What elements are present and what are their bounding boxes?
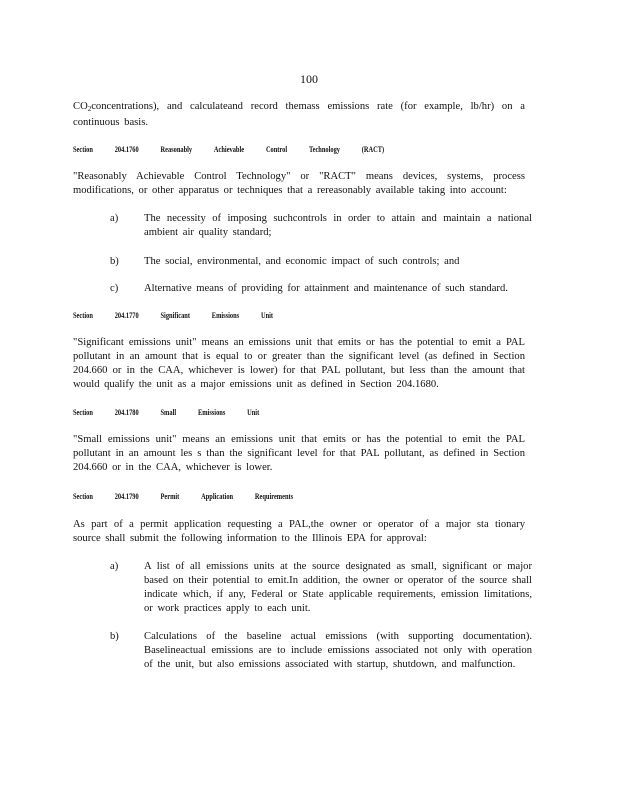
section-heading-1770 (73, 311, 426, 321)
section-title-word: Small (160, 408, 177, 417)
item-label: a) (110, 561, 119, 572)
item-label: a) (110, 213, 119, 224)
item-text: A list of all emissions units at the source designated as small, significant or major based on their potential to emit.In addition, the owner or operator of the source shall indicate which, if any, Federal or State applicable requirements, emission limitations, or work practices apply to each unit. (144, 561, 532, 614)
section-title-word: Achievable (213, 145, 245, 154)
section-title-word: (RACT) (361, 145, 385, 154)
section-title-word: Requirements (254, 492, 294, 501)
section-title-word: Emissions (211, 311, 240, 320)
section-heading-1780 (73, 408, 426, 418)
item-text: Alternative means of providing for attainment and maintenance of such standard. (144, 283, 508, 294)
item-label: b) (110, 631, 119, 642)
section-title-word: Emissions (197, 408, 226, 417)
ract-definition: "Reasonably Achievable Control Technology" or "RACT" means devices, systems, process modifications, or other apparatus or techniques that a rereasonably available taking into account: (73, 171, 525, 196)
small-definition: "Small emissions unit" means an emissions unit that emits or has the potential to emit the PAL pollutant in an amount les s than the significant level for that PAL pollutant, as defined in Section 204.660 or in the CAA, whichever is lower. (73, 434, 525, 473)
intro-subscript: 2 (87, 105, 92, 113)
section-title-word: Significant (160, 311, 190, 320)
section-word: Section (73, 311, 93, 320)
section-title-word: Reasonably (160, 145, 193, 154)
section-word: Section (73, 492, 93, 501)
intro-paragraph (73, 100, 525, 130)
item-text: The necessity of imposing suchcontrols in order to attain and maintain a national ambient air quality standard; (144, 213, 532, 238)
significant-definition: "Significant emissions unit" means an emissions unit that emits or has the potential to emit a PAL pollutant in an amount that is equal to or greater than the significant level (as defined in Section 204.660 or in the CAA, whichever is lower) for that PAL pollutant, but less than the amount that would qualify the unit as a major emissions unit as defined in Section 204.1680. (73, 337, 525, 390)
item-text: The social, environmental, and economic impact of such controls; and (144, 256, 460, 267)
page-number: 100 (300, 72, 318, 86)
section-word: Section (73, 145, 93, 154)
intro-prefix: CO (73, 101, 88, 112)
section-title-word: Permit (160, 492, 180, 501)
section-number: 204.1760 (114, 145, 139, 154)
section-word: Section (73, 408, 93, 417)
section-title-word: Application (201, 492, 234, 501)
section-title-word: Unit (247, 408, 260, 417)
permit-intro: As part of a permit application requesting a PAL,the owner or operator of a major sta tionary source shall submit the following information to the Illinois EPA for approval: (73, 519, 525, 544)
section-title-word: Technology (308, 145, 340, 154)
section-number: 204.1790 (114, 492, 139, 501)
intro-text: concentrations), and calculateand record themass emissions rate (for example, lb/hr) on a continuous basis. (73, 101, 525, 128)
item-label: b) (110, 256, 119, 267)
section-number: 204.1770 (114, 311, 139, 320)
section-number: 204.1780 (114, 408, 139, 417)
section-heading-1760 (73, 145, 426, 155)
item-text: Calculations of the baseline actual emissions (with supporting documentation). Baselineactual emissions are to include emissions associated not only with operation of the unit, but also emissions associated with startup, shutdown, and malfunction. (144, 631, 532, 670)
section-title-word: Unit (260, 311, 274, 320)
section-heading-1790 (73, 492, 426, 502)
section-title-word: Control (265, 145, 288, 154)
item-label: c) (110, 283, 119, 294)
